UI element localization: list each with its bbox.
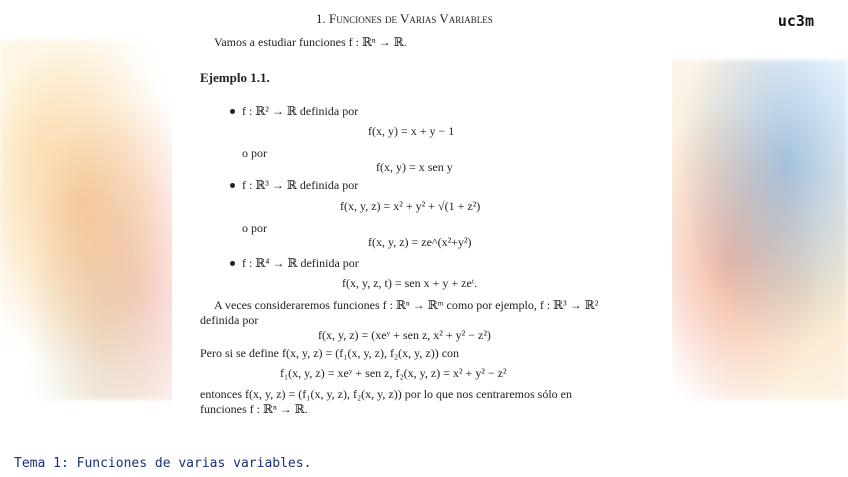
example-title: Ejemplo 1.1.	[200, 70, 270, 85]
item-3-definition: f : ℝ⁴ → ℝ definida por	[242, 256, 359, 270]
bullet-marker	[230, 183, 235, 188]
paragraph-2: Pero si se define f(x, y, z) = (f₁(x, y, z), f₂(x, y, z)) con	[200, 346, 460, 360]
item-2-equation-alt: f(x, y, z) = ze^(x²+y²)	[368, 235, 472, 249]
bullet-marker	[230, 261, 235, 266]
item-1-equation-alt: f(x, y) = x sen y	[376, 160, 453, 174]
document-page	[172, 0, 672, 430]
paragraph-3-line-1: entonces f(x, y, z) = (f₁(x, y, z), f₂(x, y, z)) por lo que nos centraremos sólo en	[200, 387, 573, 401]
section-heading: 1. Funciones de Varias Variables	[316, 11, 493, 26]
paragraph-3-line-2: funciones f : ℝⁿ → ℝ.	[200, 402, 308, 416]
item-3-equation: f(x, y, z, t) = sen x + y + zeᵗ.	[342, 276, 478, 290]
background-paint-left	[0, 40, 200, 400]
vector-equation: f(x, y, z) = (xeʸ + sen z, x² + y² − z²)	[318, 328, 491, 342]
item-1-definition: f : ℝ² → ℝ definida por	[242, 104, 359, 118]
intro-text: Vamos a estudiar funciones f : ℝⁿ → ℝ.	[214, 35, 407, 49]
background-paint-right	[648, 60, 848, 400]
paragraph-1-line-1: A veces consideraremos funciones f : ℝⁿ → ℝᵐ como por ejemplo, f : ℝ³ → ℝ²	[214, 298, 599, 312]
item-2-equation: f(x, y, z) = x² + y² + √(1 + z²)	[340, 199, 481, 213]
university-logo: uc3m	[777, 12, 814, 30]
slide-footer: Tema 1: Funciones de varias variables.	[14, 456, 312, 471]
item-2-or: o por	[242, 221, 267, 235]
item-2-definition: f : ℝ³ → ℝ definida por	[242, 178, 359, 192]
component-equations: f₁(x, y, z) = xeʸ + sen z, f₂(x, y, z) = x² + y² − z²	[280, 366, 507, 380]
paragraph-1-line-2: definida por	[200, 313, 259, 327]
item-1-or: o por	[242, 146, 267, 160]
item-1-equation: f(x, y) = x + y − 1	[368, 124, 455, 138]
bullet-marker	[230, 109, 235, 114]
